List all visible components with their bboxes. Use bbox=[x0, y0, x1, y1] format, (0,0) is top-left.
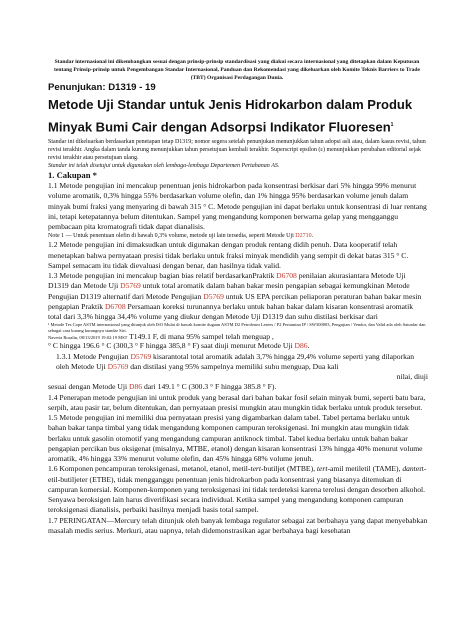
paragraph-1-3-1: 1.3.1 Metode Pengujian D5769 kisarantotal total aromatik adalah 3,7% hingga 29,4% volume seperti yang dilaporkan oleh Metode Uji D5769 dan distilasi yang 95% sampelnya memiliki suhu menguap, Dua kali bbox=[56, 351, 415, 371]
title-text: Metode Uji Standar untuk Jenis Hidrokarbon dalam Produk Minyak Bumi Cair dengan Adsorpsi Indikator Fluoresen bbox=[48, 97, 413, 135]
designation: Penunjukan: D1319 - 19 bbox=[48, 82, 156, 93]
issued-statement: Standar ini dikeluarkan berdasarkan penetapan tetap D1319; nomor segera setelah penunjukan menunjukkan tahun adopsi asli atau, dalam kasus revisi, tahun revisi terakhir. Angka dalam tanda kurung menunjukkan tahun persetujuan kembali terakhir. Superscript epsilon (ε) menunjukkan perubahan editorial sejak revisi terakhir atau persetujuan ulang. bbox=[48, 139, 426, 161]
approved-statement: Standar ini telah disetujui untuk digunakan oleh lembaga-lembaga Departemen Pertahanan AS. bbox=[48, 163, 280, 169]
ref-link[interactable]: D5769 bbox=[120, 281, 141, 291]
paragraph-1-4: 1.4 Penerapan metode pengujian ini untuk produk yang berasal dari bahan bakar fosil selain minyak bumi, seperti batu bara, serpih, atau pasir tar, belum ditentukan, dan pernyataan presisi mungkin atau mungkin tidak berlaku untuk produk tersebut. bbox=[48, 392, 426, 412]
ref-link[interactable]: D5769 bbox=[107, 361, 129, 371]
ref-link[interactable]: D6708 bbox=[276, 271, 297, 280]
ref-link[interactable]: D6708 bbox=[104, 301, 126, 311]
paragraph-1-2: 1.2 Metode pengujian ini dimaksudkan untuk digunakan dengan produk rentang didih penuh. Data kooperatif telah menetapkan bahwa pernyataan presisi tidak berlaku untuk fraksi minyak mendidih yang sempit di dekat batas 315 ° C. Sampel semacam itu tidak dievaluasi dengan benar, dan hasilnya tidak valid. bbox=[48, 240, 409, 270]
footnote: ¹ Metode Tes Cope ASTM internasional yang ditunjuk oleh ISO Mulai di bawah komite dugaan ASTM D2 Petroleum Lesees / P2 Pertamina IP / SW300003, Pengujian / Vendor, dan Valid ada oleh Saturdar dan sebagai cara kurang kurangnya standar Siri. Naveria Rosalin, 08/13/2019 19:02:19 MST T149.1 F, di mana 95% sampel telah menguap , bbox=[48, 322, 426, 342]
section-heading: 1. Cakupan * bbox=[48, 170, 97, 180]
ref-link[interactable]: D5769 bbox=[130, 351, 152, 361]
paragraph-1-3-continued: ° C hingga 196.6 ° C (300,3 ° F hingga 385,8 ° F) saat diuji menurut Metode Uji D86. bbox=[48, 341, 310, 351]
ref-link[interactable]: D5769 bbox=[203, 291, 224, 301]
ref-link[interactable]: D2710 bbox=[295, 233, 312, 240]
download-stamp: Naveria Rosalin, 08/13/2019 19:02:19 MST bbox=[48, 335, 128, 341]
document-body bbox=[48, 138, 428, 536]
ref-link[interactable]: D86 bbox=[294, 341, 308, 351]
standards-notice: Standar internasional ini dikembangkan sesuai dengan prinsip-prinsip standardisasi yang diakui secara internasional yang ditetapkan dalam Keputusan tentang Prinsip-prinsip untuk Pengembangan Standar Internasional, Panduan dan Rekomendasi yang dikeluarkan oleh Komite Teknis Barriers to Trade (TBT) Organisasi Perdagangan Dunia. bbox=[54, 59, 420, 82]
paragraph-1-3-1-end: sesuai dengan Metode Uji D86 dari 149.1 ° C (300.3 ° F hingga 385.8 ° F). bbox=[48, 382, 277, 392]
paragraph-1-6: 1.6 Komponen pencampuran teroksigenasi, metanol, etanol, metil-tert-butiljet (MTBE), tert-amil metiletil (TAME), dantert-etil-butiljeter (ETBE), tidak mengganggu penentuan jenis hidrokarbon pada konsentrasi yang biasanya ditemukan di campuran komersial. Komponen-komponen yang teroksigenasi ini tidak terdeteksi karena terelusi dengan desorben alkohol. Senyawa beroksigen lain harus diverifikasi secara individual. Ketika sampel yang mengandung komponen campuran teroksigenasi dianalisis, perbaiki hasilnya menjadi basis total sampel. bbox=[48, 464, 427, 515]
paragraph-1-1: 1.1 Metode pengujian ini mencakup penentuan jenis hidrokarbon pada konsentrasi berkisar dari 5% hingga 99% menurut volume aromatik, 0,3% hingga 55% berdasarkan volume olefin, dan 1% hingga 95% berdasarkan volume jenuh dalam minyak bumi fraksi yang menyaring di bawah 315 ° C. Metode pengujian ini dapat berlaku untuk konsentrasi di luar rentang ini, tetapi ketepatannya belum ditentukan. Sampel yang mengandung komponen berwarna gelap yang mengganggu pembacaan pita kromatografi tidak dapat dianalisis. bbox=[48, 181, 427, 231]
paragraph-1-5: 1.5 Metode pengujian ini memiliki dua pernyataan presisi yang digambarkan dalam tabel. Tabel pertama berlaku untuk bahan bakar tanpa timbal yang tidak mengandung komponen campuran teroksigenasi. Ini mungkin atau mungkin tidak berlaku untuk gasolin otomotif yang mengandung campuran antiknock timbal. Tabel kedua berlaku untuk bahan bakar pengapian percikan bus oksigenat (misalnya, MTBE, etanol) dengan kisaran konsentrasi 13% hingga 40% menurut volume aromatik, 4% hingga 33% menurut volume olefin, dan 45% hingga 68% volume jenuh. bbox=[48, 413, 423, 463]
note-1: Note 1 — Untuk penentuan olefin di bawah 0,3% volume, metode uji lain tersedia, seperti Metode Uji D2710. bbox=[48, 233, 314, 240]
ref-link[interactable]: D86 bbox=[128, 382, 143, 392]
paragraph-1-7: 1.7 PERINGATAN—Mercury telah ditunjuk oleh banyak lembaga regulator sebagai zat berbahaya yang dapat menyebabkan masalah medis serius. Merkuri, atau uapnya, telah didemonstrasikan agar berbahaya bagi kesehatan bbox=[48, 515, 428, 535]
paragraph-1-3: 1.3 Metode pengujian ini mencakup bagian bias relatif berdasarkanPraktik D6708 penilaian akurasiantara Metode Uji D1319 dan Metode Uji D5769 untuk total aromatik dalam bahan bakar mesin pengapian sebagai kemungkinan Metode Pengujian D1319 alternatif dari Metode Pengujian D5769 untuk US EPA percikan peliaporan peraturan bahan bakar mesin pengapian Praktik D6708 Persamaan koreksi turunannya berlaku untuk bahan bakar dalam kisaran konsentrasi aromatik total dari 3,3% hingga 34,4% volume yang diukur dengan Metode Uji D1319 dan suhu distilasi berkisar dari bbox=[48, 271, 422, 321]
title-footnote-mark: 1 bbox=[390, 122, 394, 128]
document-title bbox=[48, 95, 418, 137]
paragraph-1-3-1-value: nilai, diuji bbox=[396, 372, 428, 381]
